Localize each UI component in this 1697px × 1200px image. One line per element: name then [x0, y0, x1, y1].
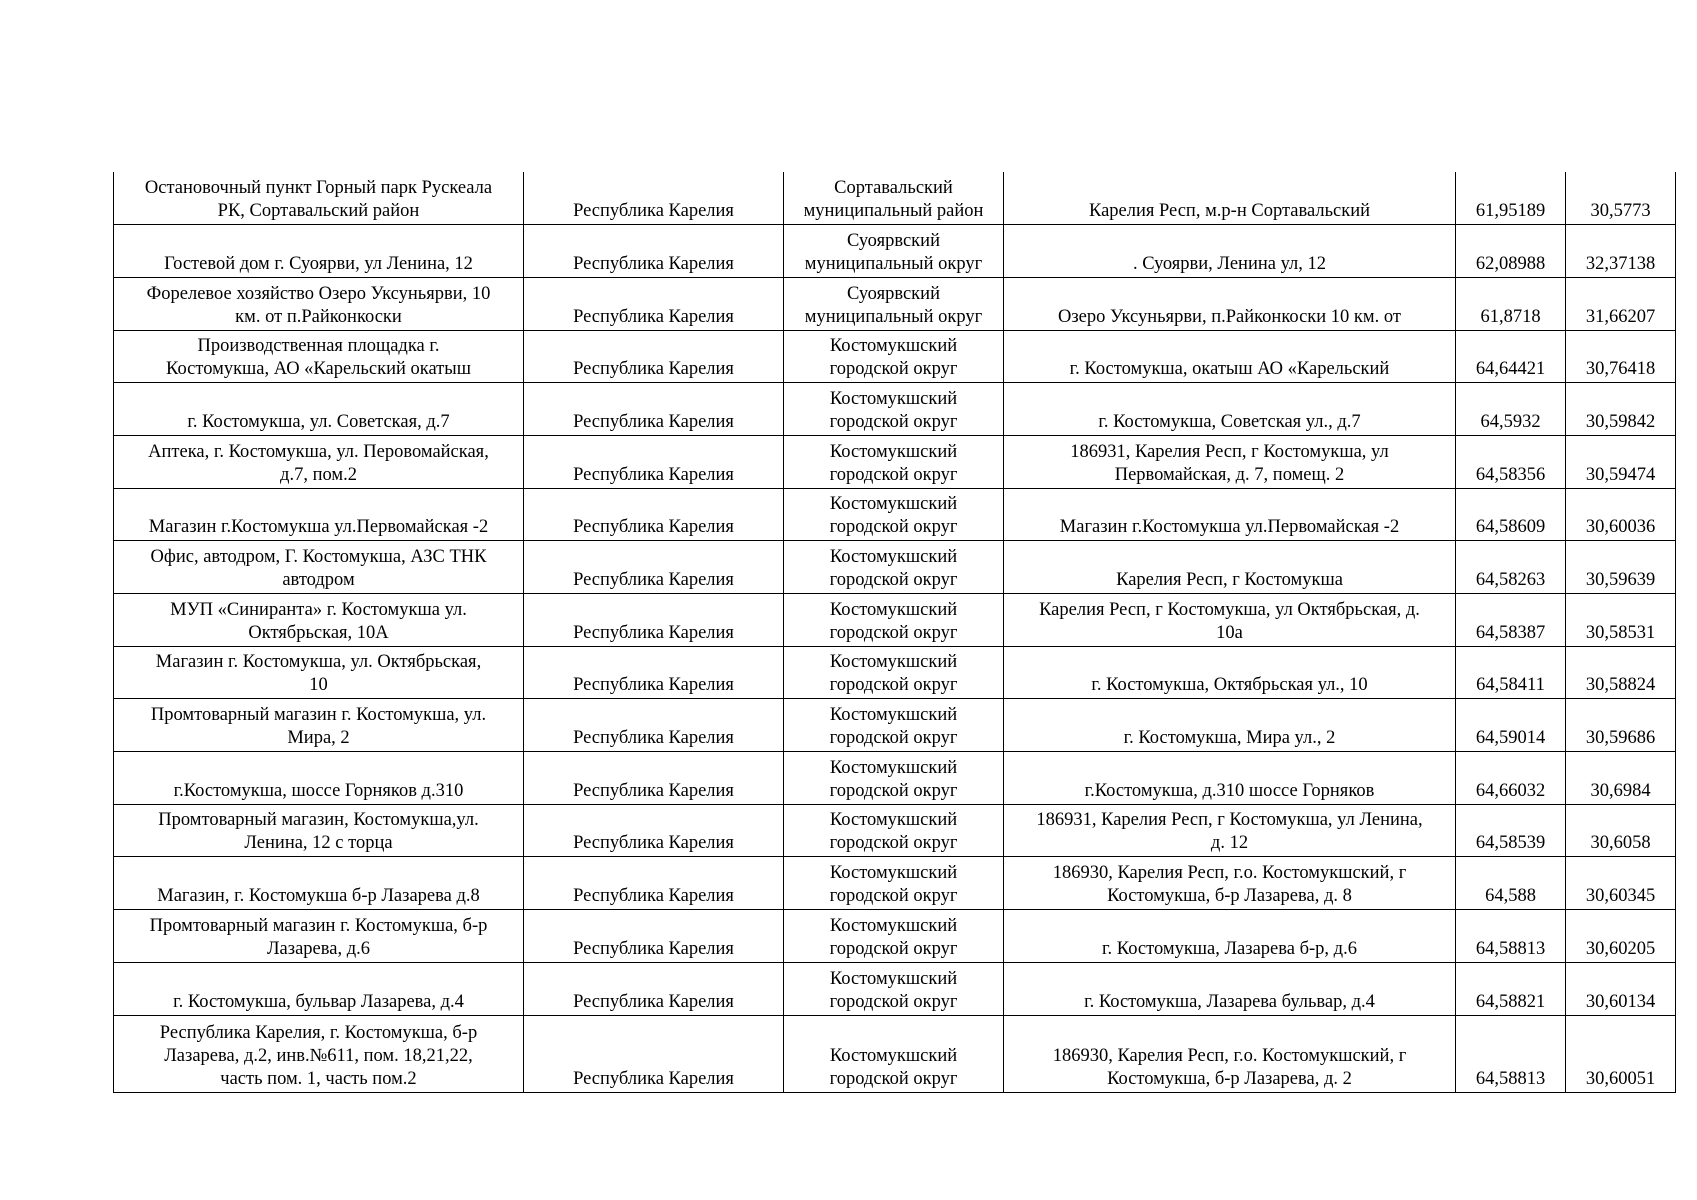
- table-row: [114, 962, 1676, 1015]
- object-name-cell: [114, 488, 524, 541]
- object-name-text: Производственная площадка г. Костомукша, АО «Карельский окатыш: [166, 336, 471, 380]
- table-row: [114, 541, 1676, 594]
- address-text: 186931, Карелия Респ, г Костомукша, ул Ленина, д. 12: [1036, 810, 1423, 854]
- table-row: [114, 699, 1676, 752]
- table-row: [114, 488, 1676, 541]
- region-text: Республика Карелия: [573, 253, 734, 274]
- object-name-cell: [114, 383, 524, 436]
- address-text: Магазин г.Костомукша ул.Первомайская -2: [1059, 517, 1400, 538]
- longitude-cell: [1566, 594, 1676, 647]
- address-text: 186930, Карелия Респ, г.о. Костомукшский, г Костомукша, б-р Лазарева, д. 2: [1052, 1045, 1407, 1089]
- region-text: Республика Карелия: [573, 1068, 734, 1089]
- longitude-cell: [1566, 435, 1676, 488]
- address-cell: [1004, 646, 1456, 699]
- latitude-cell: [1456, 752, 1566, 805]
- municipality-cell: [784, 857, 1004, 910]
- latitude-cell: [1456, 1015, 1566, 1092]
- municipality-cell: [784, 594, 1004, 647]
- municipality-text: Костомукшский городской округ: [829, 810, 958, 854]
- object-name-text: Аптека, г. Костомукша, ул. Перовомайская, д.7, пом.2: [148, 441, 489, 485]
- object-name-cell: [114, 962, 524, 1015]
- municipality-text: Костомукшский городской округ: [829, 494, 958, 538]
- longitude-text: 30,60036: [1585, 517, 1656, 538]
- municipality-text: Костомукшский городской округ: [829, 968, 958, 1012]
- object-name-text: Магазин г. Костомукша, ул. Октябрьская, 10: [155, 652, 482, 696]
- object-name-text: г.Костомукша, шоссе Горняков д.310: [173, 780, 464, 801]
- address-text: Карелия Респ, г Костомукша, ул Октябрьская, д. 10а: [1039, 599, 1420, 643]
- latitude-text: 61,95189: [1475, 201, 1546, 222]
- municipality-text: Костомукшский городской округ: [829, 441, 958, 485]
- longitude-cell: [1566, 277, 1676, 330]
- region-cell: [524, 910, 784, 963]
- object-name-text: Магазин, г. Костомукша б-р Лазарева д.8: [157, 886, 480, 907]
- region-cell: [524, 752, 784, 805]
- municipality-cell: [784, 699, 1004, 752]
- longitude-cell: [1566, 910, 1676, 963]
- longitude-cell: [1566, 172, 1676, 225]
- region-cell: [524, 804, 784, 857]
- object-name-text: Магазин г.Костомукша ул.Первомайская -2: [148, 517, 489, 538]
- latitude-cell: [1456, 172, 1566, 225]
- longitude-text: 30,58824: [1585, 675, 1656, 696]
- region-cell: [524, 594, 784, 647]
- region-text: Республика Карелия: [573, 675, 734, 696]
- longitude-text: 30,58531: [1585, 622, 1656, 643]
- address-cell: [1004, 857, 1456, 910]
- longitude-text: 30,60134: [1585, 991, 1656, 1012]
- address-cell: [1004, 383, 1456, 436]
- longitude-cell: [1566, 699, 1676, 752]
- region-cell: [524, 962, 784, 1015]
- table-row: [114, 435, 1676, 488]
- object-name-cell: [114, 1015, 524, 1092]
- region-cell: [524, 699, 784, 752]
- region-cell: [524, 383, 784, 436]
- latitude-text: 62,08988: [1475, 253, 1546, 274]
- address-text: г. Костомукша, Октябрьская ул., 10: [1091, 675, 1368, 696]
- object-name-text: г. Костомукша, ул. Советская, д.7: [187, 411, 450, 432]
- object-name-cell: [114, 225, 524, 278]
- latitude-cell: [1456, 646, 1566, 699]
- latitude-cell: [1456, 857, 1566, 910]
- address-text: Карелия Респ, м.р-н Сортавальский: [1088, 201, 1371, 222]
- object-name-text: г. Костомукша, бульвар Лазарева, д.4: [173, 991, 464, 1012]
- table-row: [114, 330, 1676, 383]
- municipality-cell: [784, 383, 1004, 436]
- region-cell: [524, 1015, 784, 1092]
- municipality-cell: [784, 330, 1004, 383]
- address-text: г. Костомукша, окатыш АО «Карельский: [1069, 359, 1390, 380]
- longitude-cell: [1566, 330, 1676, 383]
- municipality-text: Костомукшский городской округ: [829, 547, 958, 590]
- table-row: [114, 1015, 1676, 1092]
- address-text: . Суоярви, Ленина ул, 12: [1132, 253, 1327, 274]
- address-cell: [1004, 910, 1456, 963]
- address-cell: [1004, 962, 1456, 1015]
- address-text: 186930, Карелия Респ, г.о. Костомукшский, г Костомукша, б-р Лазарева, д. 8: [1052, 863, 1407, 907]
- address-text: 186931, Карелия Респ, г Костомукша, ул Первомайская, д. 7, помещ. 2: [1070, 441, 1389, 485]
- longitude-text: 30,60345: [1585, 886, 1656, 907]
- longitude-text: 30,76418: [1585, 359, 1656, 380]
- municipality-cell: [784, 541, 1004, 594]
- municipality-text: Суоярвский муниципальный округ: [804, 283, 983, 327]
- object-name-text: Промтоварный магазин г. Костомукша, ул. Мира, 2: [150, 705, 487, 749]
- longitude-cell: [1566, 646, 1676, 699]
- object-name-text: Республика Карелия, г. Костомукша, б-р Лазарева, д.2, инв.№611, пом. 18,21,22, часть пом. 1, часть пом.2: [159, 1022, 478, 1089]
- longitude-text: 30,59686: [1585, 728, 1656, 749]
- latitude-cell: [1456, 541, 1566, 594]
- longitude-cell: [1566, 1015, 1676, 1092]
- municipality-text: Костомукшский городской округ: [829, 757, 958, 801]
- address-cell: [1004, 752, 1456, 805]
- object-name-cell: [114, 804, 524, 857]
- latitude-cell: [1456, 594, 1566, 647]
- object-name-cell: [114, 646, 524, 699]
- table-row: [114, 646, 1676, 699]
- region-text: Республика Карелия: [573, 622, 734, 643]
- latitude-cell: [1456, 277, 1566, 330]
- longitude-text: 30,6058: [1590, 833, 1651, 854]
- latitude-text: 64,64421: [1475, 359, 1546, 380]
- latitude-cell: [1456, 804, 1566, 857]
- region-text: Республика Карелия: [573, 938, 734, 959]
- longitude-cell: [1566, 752, 1676, 805]
- latitude-text: 64,58813: [1475, 938, 1546, 959]
- latitude-cell: [1456, 225, 1566, 278]
- latitude-cell: [1456, 488, 1566, 541]
- latitude-text: 64,5932: [1480, 411, 1541, 432]
- object-name-cell: [114, 910, 524, 963]
- longitude-text: 30,59842: [1585, 411, 1656, 432]
- object-name-cell: [114, 752, 524, 805]
- latitude-text: 64,588: [1485, 886, 1536, 907]
- address-text: г.Костомукша, д.310 шоссе Горняков: [1084, 780, 1375, 801]
- municipality-text: Костомукшский городской округ: [829, 1045, 958, 1089]
- municipality-cell: [784, 646, 1004, 699]
- region-text: Республика Карелия: [573, 201, 734, 222]
- longitude-cell: [1566, 383, 1676, 436]
- longitude-text: 30,59474: [1585, 464, 1656, 485]
- address-cell: [1004, 594, 1456, 647]
- table-row: [114, 172, 1676, 225]
- region-text: Республика Карелия: [573, 780, 734, 801]
- object-name-text: Гостевой дом г. Суоярви, ул Ленина, 12: [164, 253, 473, 274]
- region-cell: [524, 488, 784, 541]
- region-cell: [524, 330, 784, 383]
- municipality-cell: [784, 910, 1004, 963]
- object-name-cell: [114, 435, 524, 488]
- municipality-cell: [784, 962, 1004, 1015]
- region-cell: [524, 277, 784, 330]
- longitude-cell: [1566, 225, 1676, 278]
- latitude-cell: [1456, 330, 1566, 383]
- longitude-cell: [1566, 541, 1676, 594]
- region-text: Республика Карелия: [573, 464, 734, 485]
- municipality-text: Костомукшский городской округ: [829, 388, 958, 432]
- region-text: Республика Карелия: [573, 728, 734, 749]
- region-text: Республика Карелия: [573, 570, 734, 590]
- object-name-cell: [114, 330, 524, 383]
- longitude-text: 30,59639: [1585, 570, 1656, 590]
- municipality-text: Костомукшский городской округ: [829, 915, 958, 959]
- table-row: [114, 910, 1676, 963]
- latitude-text: 64,58387: [1475, 622, 1546, 643]
- latitude-cell: [1456, 435, 1566, 488]
- table-body: [114, 172, 1676, 1092]
- region-cell: [524, 435, 784, 488]
- address-text: г. Костомукша, Лазарева бульвар, д.4: [1084, 991, 1375, 1012]
- region-cell: [524, 646, 784, 699]
- object-name-text: МУП «Синиранта» г. Костомукша ул. Октябрьская, 10А: [170, 599, 467, 643]
- region-text: Республика Карелия: [573, 306, 734, 327]
- address-cell: [1004, 1015, 1456, 1092]
- address-cell: [1004, 172, 1456, 225]
- longitude-cell: [1566, 488, 1676, 541]
- address-cell: [1004, 277, 1456, 330]
- municipality-cell: [784, 752, 1004, 805]
- longitude-text: 30,60051: [1585, 1068, 1656, 1089]
- region-cell: [524, 225, 784, 278]
- municipality-text: Костомукшский городской округ: [829, 652, 958, 696]
- object-name-text: Офис, автодром, Г. Костомукша, АЗС ТНК автодром: [150, 547, 487, 590]
- object-name-cell: [114, 541, 524, 594]
- longitude-cell: [1566, 857, 1676, 910]
- latitude-text: 64,58411: [1476, 675, 1545, 696]
- region-cell: [524, 172, 784, 225]
- address-cell: [1004, 488, 1456, 541]
- object-name-cell: [114, 699, 524, 752]
- table-row: [114, 277, 1676, 330]
- object-name-cell: [114, 277, 524, 330]
- table-row: [114, 383, 1676, 436]
- municipality-text: Суоярвский муниципальный округ: [804, 230, 983, 274]
- latitude-text: 61,8718: [1480, 306, 1541, 327]
- table-row: [114, 752, 1676, 805]
- longitude-text: 30,6984: [1590, 780, 1651, 801]
- region-text: Республика Карелия: [573, 359, 734, 380]
- address-text: Озеро Уксуньярви, п.Райконкоски 10 км. от: [1058, 306, 1401, 327]
- region-text: Республика Карелия: [573, 833, 734, 854]
- longitude-text: 30,5773: [1590, 201, 1651, 222]
- municipality-cell: [784, 804, 1004, 857]
- region-text: Республика Карелия: [573, 991, 734, 1012]
- municipality-text: Костомукшский городской округ: [829, 705, 958, 749]
- municipality-text: Сортавальский муниципальный район: [803, 178, 984, 222]
- object-name-cell: [114, 172, 524, 225]
- latitude-text: 64,66032: [1475, 780, 1546, 801]
- table-row: [114, 594, 1676, 647]
- longitude-cell: [1566, 804, 1676, 857]
- address-cell: [1004, 804, 1456, 857]
- latitude-text: 64,58821: [1475, 991, 1546, 1012]
- longitude-text: 32,37138: [1585, 253, 1656, 274]
- longitude-cell: [1566, 962, 1676, 1015]
- latitude-cell: [1456, 383, 1566, 436]
- latitude-text: 64,58609: [1475, 517, 1546, 538]
- object-name-text: Остановочный пункт Горный парк Рускеала РК, Сортавальский район: [144, 178, 493, 222]
- address-cell: [1004, 225, 1456, 278]
- municipality-text: Костомукшский городской округ: [829, 599, 958, 643]
- latitude-cell: [1456, 910, 1566, 963]
- object-name-text: Промтоварный магазин г. Костомукша, б-р Лазарева, д.6: [149, 915, 488, 959]
- latitude-text: 64,58539: [1475, 833, 1546, 854]
- locations-table: [113, 172, 1676, 1093]
- latitude-text: 64,58263: [1475, 570, 1546, 590]
- latitude-cell: [1456, 962, 1566, 1015]
- latitude-text: 64,58813: [1475, 1068, 1546, 1089]
- table-row: [114, 857, 1676, 910]
- longitude-text: 30,60205: [1585, 938, 1656, 959]
- address-text: г. Костомукша, Советская ул., д.7: [1098, 411, 1361, 432]
- region-text: Республика Карелия: [573, 411, 734, 432]
- municipality-cell: [784, 488, 1004, 541]
- address-cell: [1004, 541, 1456, 594]
- object-name-cell: [114, 857, 524, 910]
- region-text: Республика Карелия: [573, 886, 734, 907]
- latitude-text: 64,59014: [1475, 728, 1546, 749]
- latitude-cell: [1456, 699, 1566, 752]
- object-name-cell: [114, 594, 524, 647]
- address-text: г. Костомукша, Лазарева б-р, д.6: [1102, 938, 1357, 959]
- municipality-cell: [784, 172, 1004, 225]
- region-cell: [524, 857, 784, 910]
- address-text: Карелия Респ, г Костомукша: [1116, 570, 1343, 590]
- region-cell: [524, 541, 784, 594]
- address-cell: [1004, 330, 1456, 383]
- object-name-text: Форелевое хозяйство Озеро Уксуньярви, 10 км. от п.Райконкоски: [146, 283, 491, 327]
- region-text: Республика Карелия: [573, 517, 734, 538]
- table-row: [114, 225, 1676, 278]
- address-text: г. Костомукша, Мира ул., 2: [1123, 728, 1336, 749]
- municipality-cell: [784, 1015, 1004, 1092]
- longitude-text: 31,66207: [1585, 306, 1656, 327]
- municipality-text: Костомукшский городской округ: [829, 336, 958, 380]
- municipality-cell: [784, 225, 1004, 278]
- address-cell: [1004, 435, 1456, 488]
- address-cell: [1004, 699, 1456, 752]
- municipality-text: Костомукшский городской округ: [829, 863, 958, 907]
- latitude-text: 64,58356: [1475, 464, 1546, 485]
- municipality-cell: [784, 435, 1004, 488]
- municipality-cell: [784, 277, 1004, 330]
- object-name-text: Промтоварный магазин, Костомукша,ул. Ленина, 12 с торца: [158, 810, 479, 854]
- table-row: [114, 804, 1676, 857]
